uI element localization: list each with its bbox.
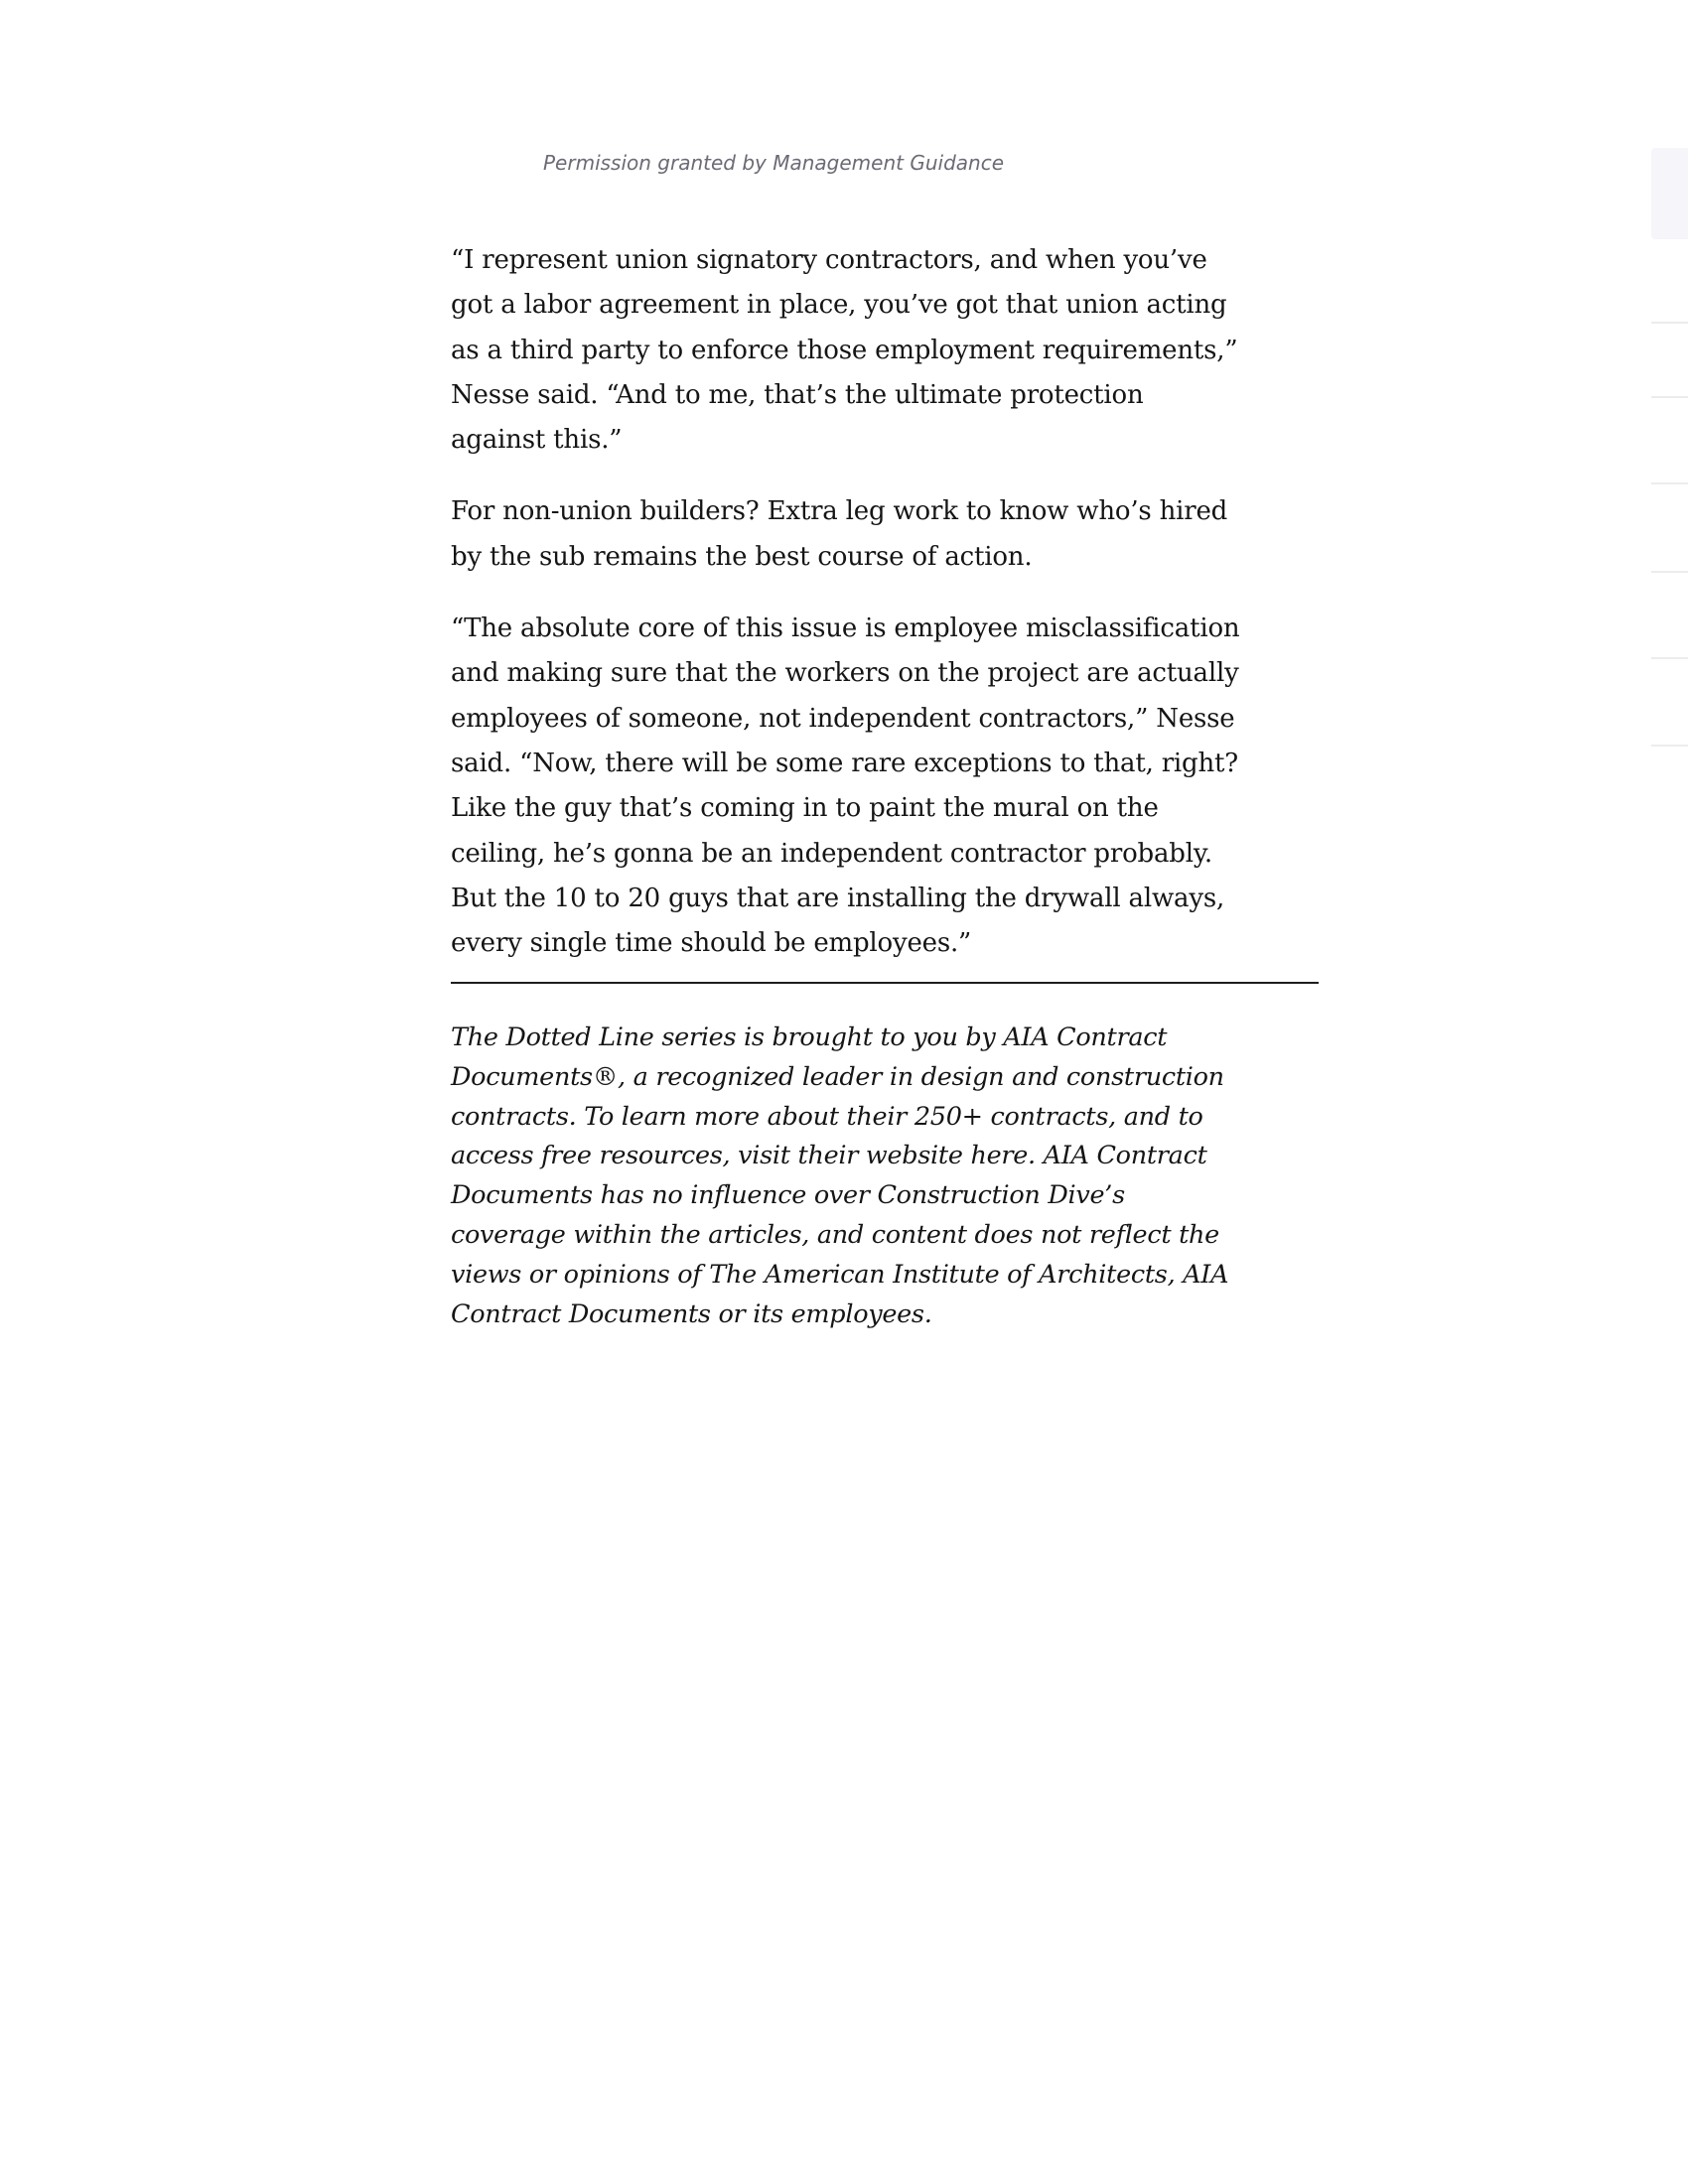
- side-rail-tab[interactable]: [1651, 148, 1688, 239]
- article-paragraph-non-union: For non-union builders? Extra leg work to know who’s hired by the sub remains the best course of action.: [451, 496, 1228, 572]
- side-rail-divider: [1651, 396, 1688, 398]
- image-caption: Permission granted by Management Guidance: [543, 151, 1004, 175]
- side-rail-divider: [1651, 482, 1688, 484]
- section-divider: [451, 982, 1319, 984]
- article-paragraph-quote-union: “I represent union signatory contractors, and when you’ve got a labor agreement in place, you’ve got that union acting as a third party to enforce those employment requirements,” Nesse said. “And to me, that’s the ultimate protection against this.”: [451, 245, 1238, 456]
- side-rail-divider: [1651, 571, 1688, 573]
- article-paragraph-quote-misclassification: “The absolute core of this issue is employee misclassification and making sure that the workers on the project are actually employees of someone, not independent contractors,” Nesse said. “Now, there will be some rare exceptions to that, right? Like the guy that’s coming in to paint the mural on the ceiling, he’s gonna be an independent contractor probably. But the 10 to 20 guys that are installing the drywall always, every single time should be employees.”: [451, 614, 1240, 959]
- sponsor-disclaimer: The Dotted Line series is brought to you by AIA Contract Documents®, a recognized leader in design and construction contracts. To learn more about their 250+ contracts, and to access free resources, visit their website here. AIA Contract Documents has no influence over Construction Dive’s coverage within the articles, and content does not reflect the views or opinions of The American Institute of Architects, AIA Contract Documents or its employees.: [451, 1023, 1229, 1329]
- side-rail-divider: [1651, 745, 1688, 747]
- article-body: [451, 238, 1245, 993]
- side-rail-divider: [1651, 657, 1688, 659]
- side-rail-divider: [1651, 322, 1688, 324]
